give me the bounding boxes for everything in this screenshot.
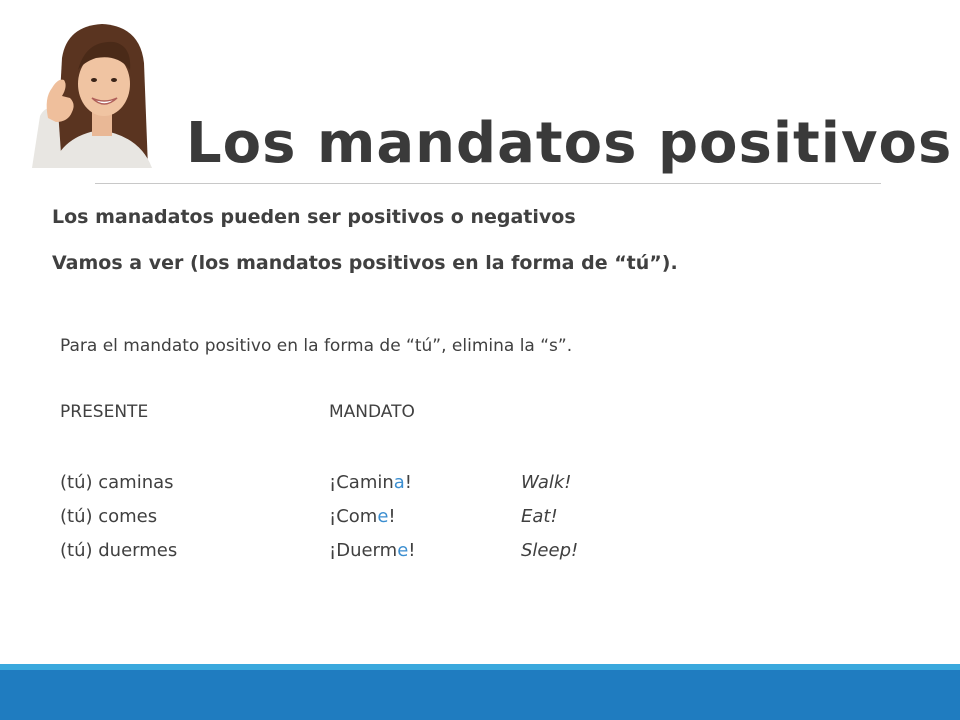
presente-form: (tú) caminas	[60, 472, 174, 493]
command-open: ¡	[329, 472, 337, 493]
command-open: ¡	[329, 540, 337, 561]
rule-statement: Para el mandato positivo en la forma de “tú”, elimina la “s”.	[60, 336, 573, 356]
header-mandato: MANDATO	[329, 402, 415, 422]
command-stem: Com	[336, 506, 378, 527]
page-title: Los mandatos positivos	[186, 111, 953, 176]
intro-line-2: Vamos a ver (los mandatos positivos en la forma de “tú”).	[52, 252, 678, 274]
command-form	[329, 540, 415, 561]
command-form	[329, 472, 412, 493]
command-ending: e	[377, 506, 389, 527]
command-stem: Camin	[336, 472, 394, 493]
footer-bar	[0, 670, 960, 720]
command-close: !	[404, 472, 413, 493]
command-close: !	[388, 506, 396, 527]
command-ending: a	[393, 472, 405, 493]
command-ending: e	[397, 540, 409, 561]
intro-line-1: Los manadatos pueden ser positivos o negativos	[52, 206, 576, 228]
command-stem: Duerm	[336, 540, 398, 561]
english-translation: Sleep!	[521, 540, 579, 561]
presente-form: (tú) duermes	[60, 540, 178, 561]
command-open: ¡	[329, 506, 337, 527]
command-close: !	[408, 540, 416, 561]
english-translation: Eat!	[521, 506, 558, 527]
woman-thumbs-up-photo	[22, 18, 162, 168]
english-translation: Walk!	[521, 472, 572, 493]
command-form	[329, 506, 396, 527]
presente-form: (tú) comes	[60, 506, 158, 527]
title-divider	[95, 183, 881, 184]
header-presente: PRESENTE	[60, 402, 149, 422]
